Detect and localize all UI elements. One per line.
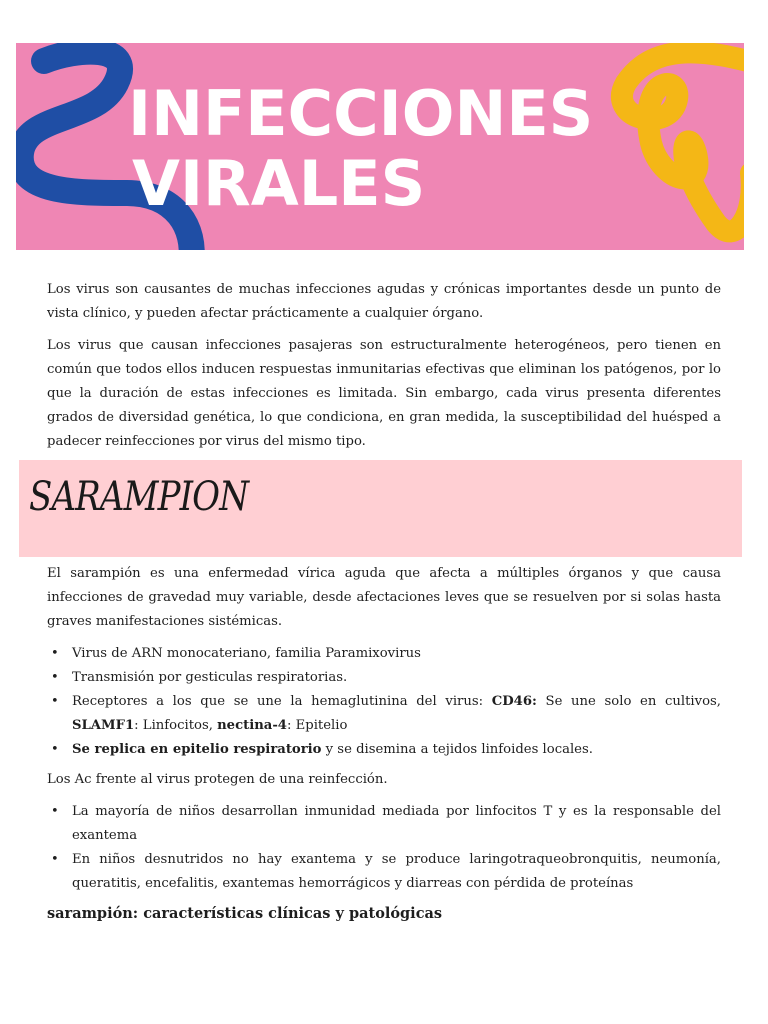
subheading: sarampión: características clínicas y patológicas — [47, 905, 443, 922]
immunity-list — [47, 800, 721, 896]
list-item-text: En niños desnutridos no hay exantema y se produce laringotraqueobronquitis, neumonía, queratitis, encefalitis, exantemas hemorrágicos y diarreas con pérdida de proteínas — [72, 852, 721, 891]
section-title: SARAMPION — [29, 474, 249, 520]
list-item-text: Receptores a los que se une la hemaglutinina del virus: — [72, 694, 492, 709]
list-item — [47, 642, 721, 666]
list-item-text: Virus de ARN monocateriano, familia Paramixovirus — [72, 646, 421, 661]
intro-paragraph-2: Los virus que causan infecciones pasajeras son estructuralmente heterogéneos, pero tienen en común que todos ellos inducen respuestas inmunitarias efectivas que eliminan los patógenos, por lo que la duración de estas infecciones es limitada. Sin embargo, cada virus presenta diferentes grados de diversidad genética, lo que condiciona, en gran medida, la susceptibilidad del huésped a padecer reinfecciones por virus del mismo tipo. — [47, 338, 721, 449]
list-item-text: Se une solo en cultivos, — [536, 694, 721, 709]
sarampion-section — [47, 562, 721, 926]
page-title — [128, 79, 593, 219]
list-item-text: y se disemina a tejidos linfoides locales. — [321, 742, 593, 757]
header-banner — [16, 43, 744, 250]
title-line-1: INFECCIONES — [128, 77, 594, 150]
list-item-text: : Linfocitos, — [134, 718, 218, 733]
bold-term-slamf1: SLAMF1 — [72, 718, 135, 733]
list-item — [47, 690, 721, 738]
title-line-2: VIRALES — [132, 147, 426, 220]
bold-term-cd46: CD46: — [491, 694, 537, 709]
list-item — [47, 666, 721, 690]
list-item-text: : Epitelio — [287, 718, 348, 733]
sarampion-facts-list — [47, 642, 721, 762]
list-item-text: Transmisión por gesticulas respiratorias. — [72, 670, 348, 685]
intro-section — [47, 278, 721, 462]
section-header-box — [19, 460, 742, 557]
antibody-paragraph: Los Ac frente al virus protegen de una reinfección. — [47, 772, 388, 787]
sarampion-description: El sarampión es una enfermedad vírica aguda que afecta a múltiples órganos y que causa infecciones de gravedad muy variable, desde afectaciones leves que se resuelven por si solas hasta graves manifestaciones sistémicas. — [47, 566, 721, 629]
list-item — [47, 738, 721, 762]
bold-term-replica: Se replica en epitelio respiratorio — [72, 742, 322, 757]
list-item — [47, 848, 721, 896]
list-item — [47, 800, 721, 848]
bold-term-nectina: nectina-4 — [217, 718, 287, 733]
intro-paragraph-1: Los virus son causantes de muchas infecciones agudas y crónicas importantes desde un punto de vista clínico, y pueden afectar prácticamente a cualquier órgano. — [47, 282, 721, 321]
list-item-text: La mayoría de niños desarrollan inmunidad mediada por linfocitos T y es la responsable del exantema — [72, 804, 721, 843]
